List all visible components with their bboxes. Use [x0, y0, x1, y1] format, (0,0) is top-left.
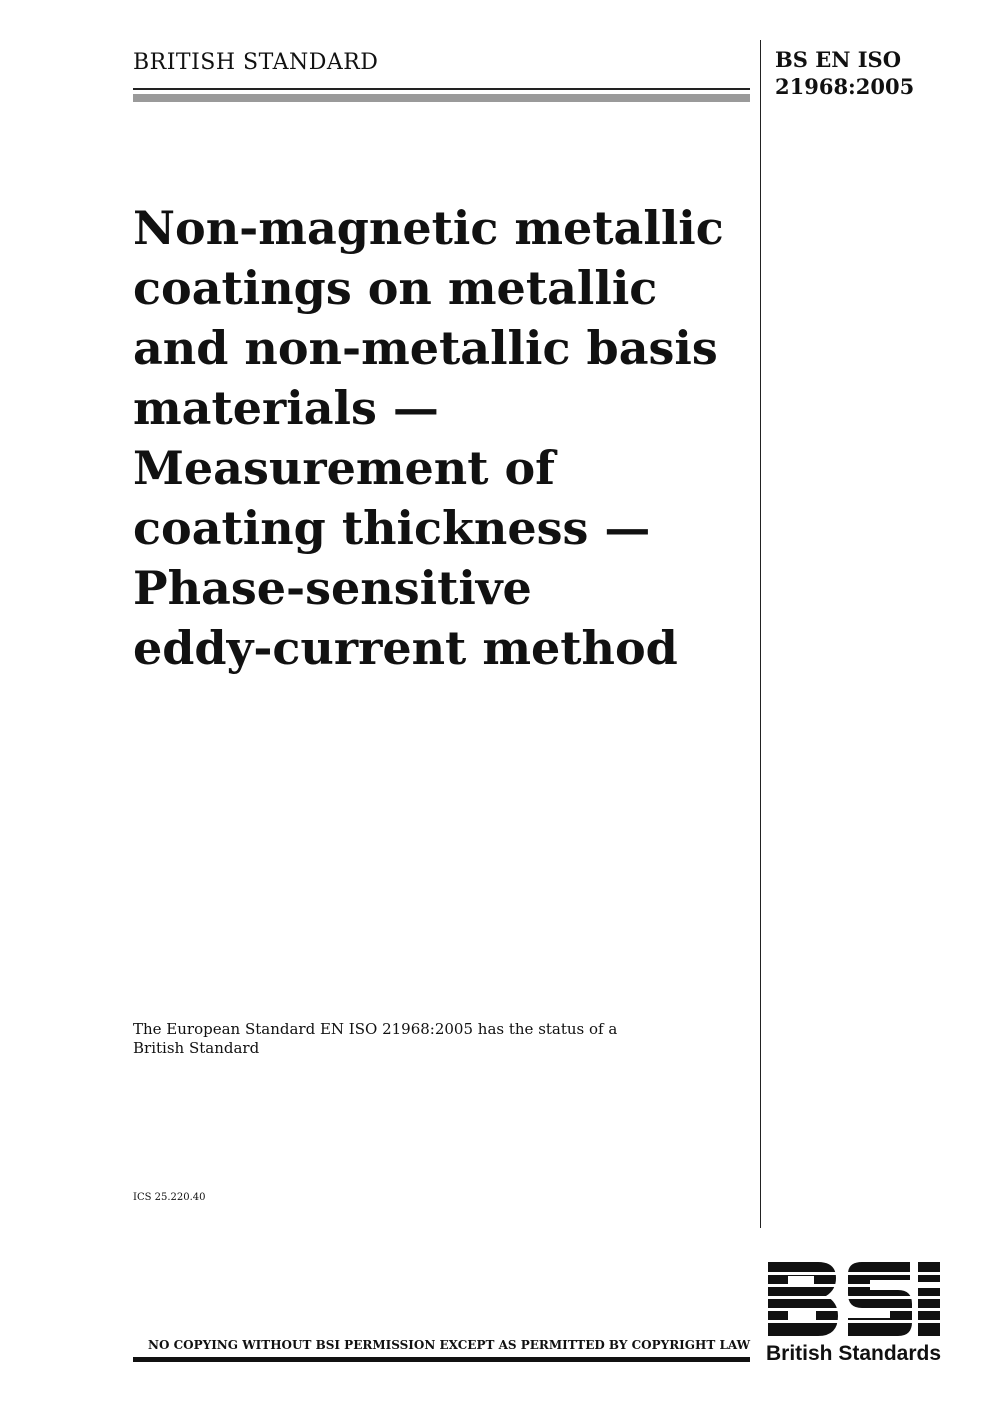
status-line: British Standard	[133, 1039, 260, 1057]
title-line: and non-metallic basis	[133, 321, 718, 375]
standard-number	[775, 46, 914, 100]
bsi-logo-mark	[766, 1260, 946, 1342]
title-line: Non-magnetic metallic	[133, 201, 724, 255]
title-line: coating thickness —	[133, 501, 651, 555]
title-line: materials —	[133, 381, 439, 435]
standard-number-line-2: 21968:2005	[775, 74, 915, 99]
title-line: Measurement of	[133, 441, 555, 495]
ics-code: ICS 25.220.40	[133, 1192, 206, 1203]
copyright-notice: NO COPYING WITHOUT BSI PERMISSION EXCEPT AS PERMITTED BY COPYRIGHT LAW	[148, 1338, 751, 1352]
footer-rule	[133, 1357, 750, 1362]
header-rule-thin	[133, 88, 750, 90]
series-label: BRITISH STANDARD	[133, 50, 379, 75]
status-line: The European Standard EN ISO 21968:2005 has the status of a	[133, 1020, 618, 1038]
margin-divider	[760, 40, 761, 1228]
title-line: coatings on metallic	[133, 261, 658, 315]
bsi-logo	[766, 1260, 946, 1370]
bsi-logo-tagline: British Standards	[766, 1342, 942, 1365]
status-statement	[133, 1020, 617, 1058]
header-rule-grey	[133, 94, 750, 102]
title-line: eddy-current method	[133, 621, 678, 675]
document-title	[133, 198, 753, 678]
title-line: Phase-sensitive	[133, 561, 532, 615]
standard-number-line-1: BS EN ISO	[775, 47, 902, 72]
